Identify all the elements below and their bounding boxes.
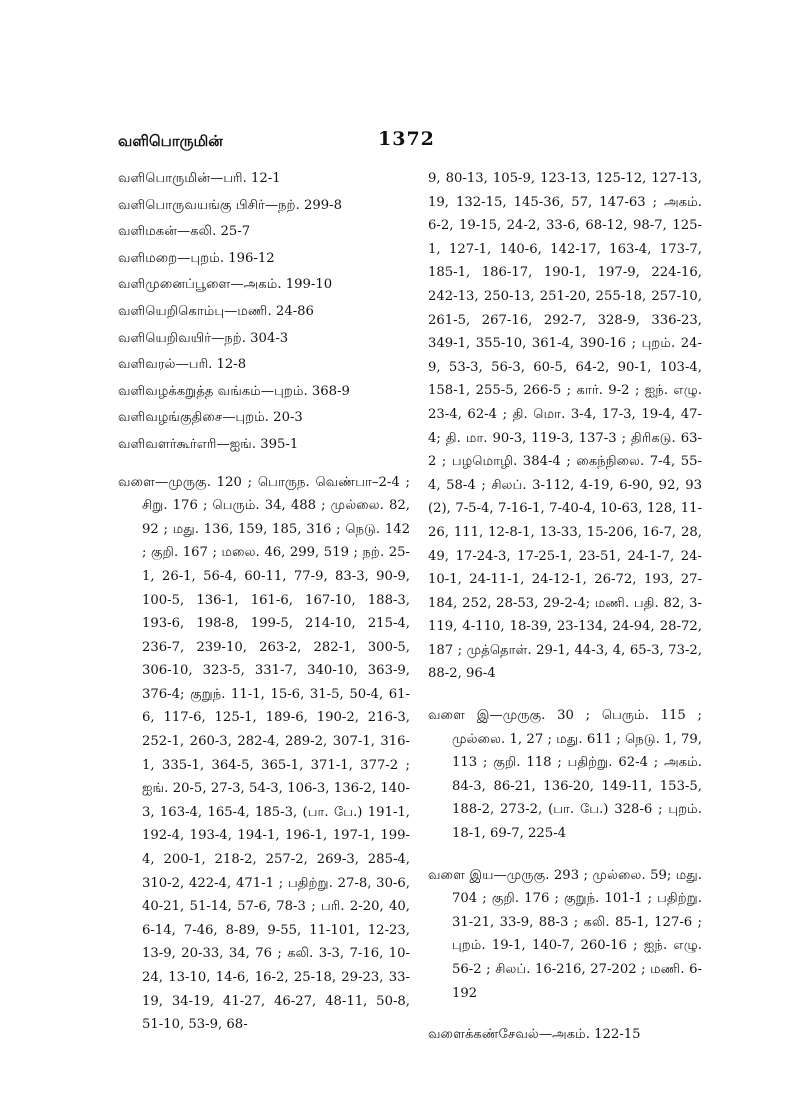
index-entry: வளிவழக்கறுத்த வங்கம்—புறம். 368-9 xyxy=(118,383,350,399)
index-entry-continuation: 9, 80-13, 105-9, 123-13, 125-12, 127-13, 19, 132-15, 145-36, 57, 147-63 ; அகம். 6-2, 19-15, 24-2, 33-6, 68-12, 98-7, 125-1, 127-1, 140-6, 142-17, 163-4, 173-7, 185-1, 186-17, 190-1, 197-9, 224-16, 242-13, 250-13, 251-20, 255-18, 257-10, 261-5, 267-16, 292-7, 328-9, 336-23, 349-1, 355-10, 361-4, 390-16 ; புறம். 24-9, 53-3, 56-3, 60-5, 64-2, 90-1, 103-4, 158-1, 255-5, 266-5 ; கார். 9-2 ; ஐந். எழு. 23-4, 62-4 ; தி. மொ. 3-4, 17-3, 19-4, 47-4; தி. மா. 90-3, 119-3, 137-3 ; திரிகடு. 63-2 ; பழமொழி. 384-4 ; கைந்நிலை. 7-4, 55-4, 58-4 ; சிலப். 3-112, 4-19, 6-90, 92, 93 (2), 7-5-4, 7-16-1, 7-40-4, 10-63, 128, 11-26, 111, 12-8-1, 13-33, 15-206, 16-7, 28, 49, 17-24-3, 17-25-1, 23-51, 24-1-7, 24-10-1, 24-11-1, 24-12-1, 26-72, 193, 27-184, 252, 28-53, 29-2-4; மணி. பதி. 82, 3-119, 4-110, 18-39, 23-134, 24-94, 28-72, 187 ; முத்தொள். 29-1, 44-3, 4, 65-3, 73-2, 88-2, 96-4 xyxy=(428,171,702,682)
index-entry: வளிமகன்—கலி. 25-7 xyxy=(118,224,251,240)
index-entry: வளிமறை—புறம். 196-12 xyxy=(118,250,275,266)
index-entry: வளியெறிகொம்பு—மணி. 24-86 xyxy=(118,303,314,319)
index-entry-long: வளை—முருகு. 120 ; பொருந. வெண்பா–2-4 ; சிறு. 176 ; பெரும். 34, 488 ; முல்லை. 82, 92 ; மது. 136, 159, 185, 316 ; நெடு. 142 ; குறி. 167 ; மலை. 46, 299, 519 ; நற். 25-1, 26-1, 56-4, 60-11, 77-9, 83-3, 90-9, 100-5, 136-1, 161-6, 167-10, 188-3, 193-6, 198-8, 199-5, 214-10, 215-4, 236-7, 239-10, 263-2, 282-1, 300-5, 306-10, 323-5, 331-7, 340-10, 363-9, 376-4; குறுந். 11-1, 15-6, 31-5, 50-4, 61-6, 117-6, 125-1, 189-6, 190-2, 216-3, 252-1, 260-3, 282-4, 289-2, 307-1, 316-1, 335-1, 364-5, 365-1, 371-1, 377-2 ; ஐங். 20-5, 27-3, 54-3, 106-3, 136-2, 140-3, 163-4, 165-4, 185-3, (பா. பே.) 191-1, 192-4, 193-4, 194-1, 196-1, 197-1, 199-4, 200-1, 218-2, 257-2, 269-3, 285-4, 310-2, 422-4, 471-1 ; பதிற்று. 27-8, 30-6, 40-21, 51-14, 57-6, 78-3 ; பரி. 2-20, 40, 6-14, 7-46, 8-89, 9-55, 11-101, 12-23, 13-9, 20-33, 34, 76 ; கலி. 3-3, 7-16, 10-24, 13-10, 14-6, 16-2, 25-18, 29-23, 33-19, 34-19, 41-27, 46-27, 48-11, 50-8, 51-10, 53-9, 68- xyxy=(118,474,410,1033)
right-column xyxy=(428,167,702,1047)
left-column xyxy=(118,167,410,1037)
index-entry: வளிவரல்—பரி. 12-8 xyxy=(118,357,247,373)
index-entry: வளியெறிவயிர்—நற். 304-3 xyxy=(118,330,289,346)
page-number: 1372 xyxy=(378,128,435,150)
index-entry: வளைக்கண்சேவல்—அகம். 122-15 xyxy=(428,1027,641,1043)
index-entry: வளிவளர்கூர்எரி—ஐங். 395-1 xyxy=(118,436,299,452)
index-entry: வளிவழங்குதிசை—புறம். 20-3 xyxy=(118,410,303,426)
index-entry: வளை இய—முருகு. 293 ; முல்லை. 59; மது. 704 ; குறி. 176 ; குறுந். 101-1 ; பதிற்று. 31-21, 33-9, 88-3 ; கலி. 85-1, 127-6 ; புறம். 19-1, 140-7, 260-16 ; ஐந். எழு. 56-2 ; சிலப். 16-216, 27-202 ; மணி. 6-192 xyxy=(428,867,702,1001)
running-head: வளிபொருமின் xyxy=(118,132,223,150)
index-entry: வளிமுனைப்பூளை—அகம். 199-10 xyxy=(118,277,333,293)
index-entry: வளிபொருமின்—பரி. 12-1 xyxy=(118,171,281,186)
index-entry: வளிபொருவயங்கு பிசிர்—நற். 299-8 xyxy=(118,197,342,213)
index-entry: வளை இ—முருகு. 30 ; பெரும். 115 ; முல்லை. 1, 27 ; மது. 611 ; நெடு. 1, 79, 113 ; குறி. 118 ; பதிற்று. 62-4 ; அகம். 84-3, 86-21, 136-20, 149-11, 153-5, 188-2, 273-2, (பா. பே.) 328-6 ; புறம். 18-1, 69-7, 225-4 xyxy=(428,708,702,842)
